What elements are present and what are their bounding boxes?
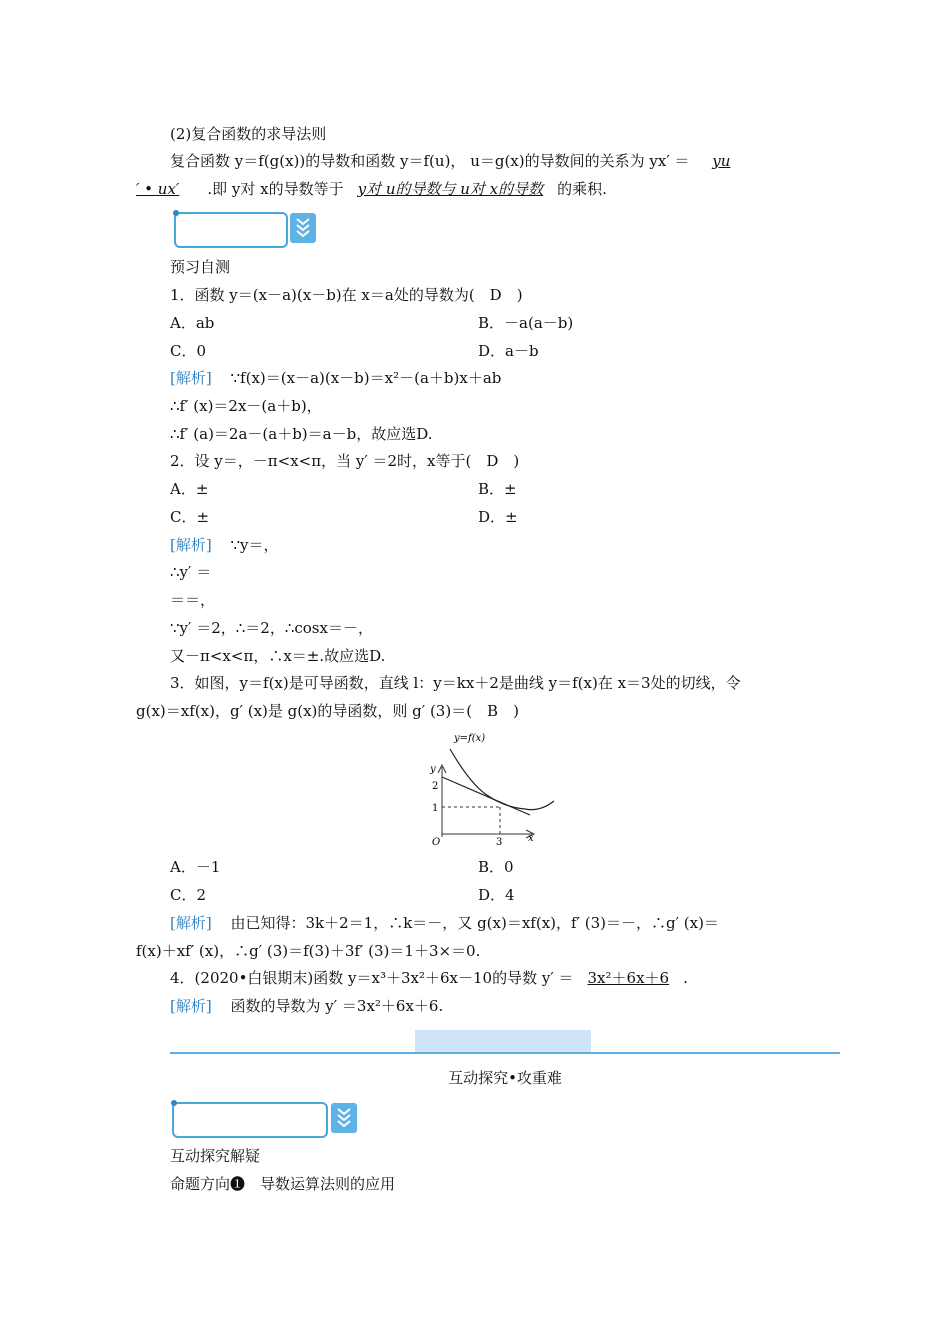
tag-dot (173, 210, 179, 216)
q1-option-b: B．－a(a－b) (478, 314, 574, 332)
chevron-down-icon (331, 1103, 357, 1133)
chevron-down-icon (290, 213, 316, 243)
q2-option-d: D．± (478, 508, 518, 526)
q4-end: . (683, 969, 688, 987)
q4-stem-text: 4．(2020•白银期末)函数 y＝x³＋3x²＋6x－10的导数 y′ ＝ (170, 969, 574, 987)
q2-solution-line3: ＝＝， (170, 591, 216, 609)
part-band (415, 1030, 591, 1052)
q1-solution-line3: ∴f′ (a)＝2a－(a＋b)＝a－b，故应选D. (170, 425, 433, 443)
q1-option-c: C．0 (170, 342, 207, 360)
analysis-tag: [解析] (170, 997, 212, 1015)
q3-figure (420, 727, 570, 852)
blank-answer-2: y对 u的导数与 u对 x的导数 (357, 180, 544, 198)
q3-option-b: B．0 (478, 858, 514, 876)
x-label: x (528, 833, 534, 844)
q2-option-b: B．± (478, 480, 517, 498)
q1-stem: 1．函数 y＝(x－a)(x－b)在 x＝a处的导数为( D ) (170, 286, 523, 304)
analysis-tag: [解析] (170, 536, 212, 554)
analysis-tag: [解析] (170, 369, 212, 387)
q1-sol1: ∵f(x)＝(x－a)(x－b)＝x²－(a＋b)x＋ab (230, 369, 502, 387)
part-title: 互动探究•攻重难 (448, 1069, 562, 1087)
q2-option-c: C．± (170, 508, 210, 526)
q1-solution-line2: ∴f′ (x)＝2x－(a＋b)， (170, 397, 322, 415)
blank-answer-1a: yu (712, 152, 731, 170)
tangent-line (442, 777, 530, 815)
q4-stem (170, 968, 688, 988)
q3-option-a: A．－1 (170, 858, 221, 876)
q4-solution (170, 996, 443, 1016)
explore-tag-box (172, 1102, 328, 1138)
tick-2: 2 (432, 781, 439, 792)
section-heading: (2)复合函数的求导法则 (170, 125, 327, 143)
section-tag-box (174, 212, 288, 248)
tick-3: 3 (496, 837, 503, 848)
section-line2-end: 的乘积. (557, 180, 607, 198)
origin-label: O (432, 837, 441, 848)
q4-sol: 函数的导数为 y′ ＝3x²＋6x＋6. (230, 997, 444, 1015)
blank-answer-1b: ′ • ux′ (136, 180, 180, 198)
q2-solution-line5: 又－π<x<π，∴x＝±.故应选D. (170, 647, 386, 665)
q2-stem: 2．设 y＝，－π<x<π，当 y′ ＝2时，x等于( D ) (170, 452, 520, 470)
preview-title: 预习自测 (170, 258, 231, 276)
section-line1-text: 复合函数 y＝f(g(x))的导数和函数 y＝f(u)， u＝g(x)的导数间的关系为 yx′ ＝ (170, 152, 690, 170)
q3-option-d: D．4 (478, 886, 515, 904)
section-line2-tail: .即 y对 x的导数等于 (207, 180, 344, 198)
q1-option-a: A．ab (170, 314, 215, 332)
explore-title: 互动探究解疑 (170, 1147, 261, 1165)
y-label: y (430, 764, 436, 775)
curve-label: y=f(x) (454, 733, 486, 744)
q3-solution-line2: f(x)＋xf′ (x)，∴g′ (3)＝f(3)＋3f′ (3)＝1＋3×＝0. (136, 942, 481, 960)
q1-option-d: D．a－b (478, 342, 539, 360)
part-rule (170, 1052, 840, 1054)
q2-solution-line1 (170, 535, 279, 555)
q1-solution-line1 (170, 368, 501, 388)
tag-dot (171, 1100, 177, 1106)
tick-1: 1 (432, 803, 439, 814)
curve-f (450, 749, 554, 810)
analysis-tag: [解析] (170, 914, 212, 932)
q3-sol1: 由已知得：3k＋2＝1，∴k＝－，又 g(x)＝xf(x)，f′ (3)＝－，∴g′ (x)＝ (230, 914, 719, 932)
q2-solution-line4: ∵y′ ＝2，∴＝2，∴cosx＝－， (170, 619, 373, 637)
q3-stem-line1: 3．如图，y＝f(x)是可导函数，直线 l：y＝kx＋2是曲线 y＝f(x)在 x＝3处的切线，令 (170, 674, 741, 692)
q3-stem-line2: g(x)＝xf(x)，g′ (x)是 g(x)的导函数，则 g′ (3)＝( B ) (136, 702, 519, 720)
section-line1 (170, 151, 740, 171)
q4-blank-answer: 3x²＋6x＋6 (587, 969, 670, 987)
direction-heading: 命题方向❶ 导数运算法则的应用 (170, 1175, 396, 1193)
q3-solution-line1 (170, 913, 719, 933)
q2-sol1: ∵y＝， (230, 536, 279, 554)
q2-solution-line2: ∴y′ ＝ (170, 563, 212, 581)
section-line2 (136, 179, 607, 199)
q3-option-c: C．2 (170, 886, 207, 904)
q2-option-a: A．± (170, 480, 209, 498)
